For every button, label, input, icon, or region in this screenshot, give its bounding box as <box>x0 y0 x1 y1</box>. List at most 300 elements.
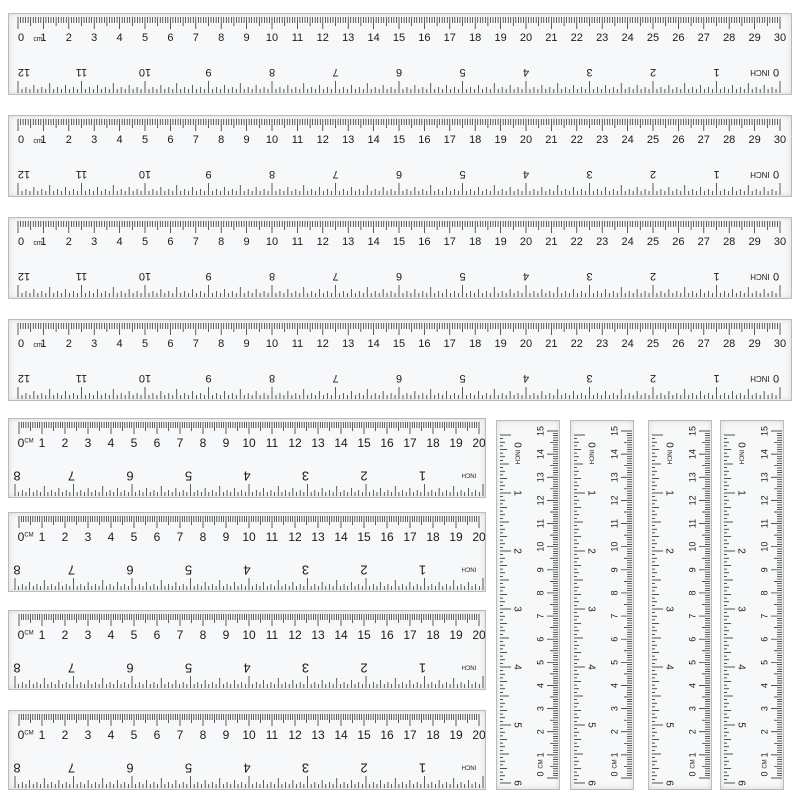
inch-label: 2 <box>511 548 523 554</box>
cm-label: 11 <box>265 436 279 451</box>
cm-label: 15 <box>357 530 371 545</box>
cm-label: 7 <box>535 613 546 619</box>
cm-label: 17 <box>403 728 417 743</box>
inch-label: 9 <box>205 270 212 283</box>
ruler-20cm-3 <box>8 610 486 690</box>
cm-label: 9 <box>759 567 770 573</box>
cm-label: 1 <box>38 628 46 643</box>
cm-label: 14 <box>535 449 546 460</box>
cm-label: 11 <box>265 728 279 743</box>
ruler-15cm-4 <box>720 420 784 790</box>
inch-unit-label: INCH <box>587 449 594 465</box>
inch-label: 10 <box>138 66 152 79</box>
cm-label: 26 <box>672 133 685 146</box>
cm-label: 27 <box>697 235 710 248</box>
cm-label: 3 <box>535 706 546 712</box>
inch-label: 5 <box>459 66 466 79</box>
cm-label: 5 <box>141 337 149 350</box>
cm-scale-ticks <box>19 516 479 528</box>
inch-scale-ticks <box>15 484 483 496</box>
cm-label: 10 <box>759 541 770 552</box>
cm-label: 4 <box>535 682 546 688</box>
cm-label: 0 <box>17 436 25 451</box>
cm-label: 9 <box>222 530 230 545</box>
cm-label: 13 <box>311 436 325 451</box>
inch-label: 0 <box>585 442 597 448</box>
cm-label: 5 <box>759 659 770 665</box>
cm-label: 7 <box>176 628 184 643</box>
inch-label: 4 <box>522 372 530 385</box>
cm-label: 26 <box>672 235 685 248</box>
cm-label: 19 <box>494 235 507 248</box>
cm-label: 5 <box>141 133 149 146</box>
cm-label: 17 <box>403 530 417 545</box>
cm-label: 10 <box>242 628 256 643</box>
cm-label: 4 <box>107 436 115 451</box>
cm-label: 10 <box>265 31 279 44</box>
cm-unit-label: cm <box>33 341 43 349</box>
cm-label: 0 <box>535 771 546 777</box>
inch-label: 7 <box>332 372 339 385</box>
cm-label: 1 <box>535 752 546 758</box>
inch-label: 8 <box>268 66 276 79</box>
cm-label: 6 <box>167 133 174 146</box>
cm-label: 20 <box>472 530 486 545</box>
cm-label: 12 <box>535 495 546 506</box>
cm-label: 2 <box>61 530 69 545</box>
inch-label: 6 <box>511 780 523 786</box>
ruler-20cm-4 <box>8 710 486 790</box>
inch-label: 0 <box>772 168 780 181</box>
ruler-15cm-2 <box>570 420 634 790</box>
cm-label: 30 <box>773 235 787 248</box>
cm-label: 9 <box>222 728 230 743</box>
cm-label: 2 <box>65 337 72 350</box>
inch-unit-label: INCH <box>750 271 770 281</box>
inch-label: 4 <box>243 660 251 676</box>
cm-label: 15 <box>392 235 406 248</box>
cm-unit-label: CM <box>24 532 34 539</box>
inch-scale-ticks <box>652 435 663 783</box>
cm-label: 15 <box>535 425 546 437</box>
ruler-20cm-1 <box>8 418 486 498</box>
cm-label: 24 <box>621 133 634 146</box>
cm-label: 18 <box>426 728 440 743</box>
cm-label: 16 <box>380 628 394 643</box>
inch-label: 0 <box>772 66 780 79</box>
cm-scale-ticks <box>19 714 479 726</box>
cm-label: 9 <box>222 628 230 643</box>
cm-label: 11 <box>759 518 770 529</box>
cm-label: 15 <box>759 425 770 437</box>
cm-label: 19 <box>494 337 507 350</box>
cm-label: 17 <box>443 235 456 248</box>
cm-scale-ticks <box>18 119 780 131</box>
cm-label: 30 <box>773 133 787 146</box>
cm-label: 2 <box>609 729 620 735</box>
inch-label: 8 <box>268 372 276 385</box>
inch-label: 4 <box>522 270 530 283</box>
cm-label: 17 <box>443 337 456 350</box>
cm-label: 28 <box>723 133 736 146</box>
cm-label: 16 <box>418 31 431 44</box>
cm-label: 15 <box>609 425 620 437</box>
inch-label: 10 <box>138 372 152 385</box>
inch-scale-ticks <box>15 578 483 590</box>
cm-scale-ticks <box>18 221 780 233</box>
cm-label: 3 <box>91 133 98 146</box>
inch-label: 3 <box>586 270 593 283</box>
cm-label: 1 <box>38 728 46 743</box>
cm-label: 1 <box>759 752 770 758</box>
inch-label: 1 <box>418 468 427 484</box>
cm-label: 21 <box>545 235 558 248</box>
cm-label: 12 <box>316 31 329 44</box>
cm-label: 23 <box>596 337 609 350</box>
inch-unit-label: INCH <box>461 763 477 770</box>
cm-label: 0 <box>17 728 25 743</box>
inch-label: 1 <box>418 660 427 676</box>
inch-unit-label: INCH <box>750 67 770 77</box>
cm-label: 13 <box>311 728 325 743</box>
cm-label: 19 <box>449 728 463 743</box>
inch-label: 2 <box>360 760 368 776</box>
inch-label: 6 <box>395 168 403 181</box>
cm-unit-label: CM <box>612 759 619 769</box>
cm-label: 24 <box>621 31 634 44</box>
inch-label: 4 <box>243 760 251 776</box>
inch-label: 7 <box>332 270 339 283</box>
cm-label: 1 <box>38 436 46 451</box>
cm-label: 1 <box>609 752 620 758</box>
cm-label: 16 <box>380 530 394 545</box>
cm-label: 3 <box>609 706 620 712</box>
inch-label: 1 <box>713 66 720 79</box>
cm-unit-label: CM <box>24 438 34 445</box>
cm-label: 28 <box>723 235 736 248</box>
cm-unit-label: cm <box>33 35 43 43</box>
inch-label: 8 <box>268 168 276 181</box>
cm-label: 6 <box>687 636 698 642</box>
inch-label: 8 <box>13 760 21 776</box>
ruler-15cm-1 <box>496 420 560 790</box>
inch-label: 6 <box>395 372 403 385</box>
cm-label: 18 <box>426 530 440 545</box>
inch-label: 1 <box>418 760 427 776</box>
cm-label: 11 <box>609 518 620 529</box>
cm-label: 16 <box>380 436 394 451</box>
inch-label: 8 <box>13 660 21 676</box>
cm-label: 9 <box>243 337 250 350</box>
cm-label: 29 <box>748 31 761 44</box>
cm-label: 1 <box>40 337 47 350</box>
cm-label: 11 <box>291 337 304 350</box>
cm-label: 25 <box>646 337 660 350</box>
cm-label: 14 <box>334 436 348 451</box>
cm-label: 2 <box>61 436 69 451</box>
inch-scale-ticks <box>500 435 511 783</box>
cm-label: 22 <box>570 31 583 44</box>
inch-label: 6 <box>663 780 675 786</box>
cm-label: 7 <box>609 613 620 619</box>
inch-label: 3 <box>585 606 597 612</box>
cm-label: 0 <box>687 771 698 777</box>
inch-label: 6 <box>395 66 403 79</box>
cm-label: 1 <box>687 752 698 758</box>
cm-label: 21 <box>545 31 558 44</box>
cm-unit-label: CM <box>690 759 697 769</box>
cm-label: 6 <box>759 636 770 642</box>
inch-label: 4 <box>511 664 523 670</box>
cm-label: 13 <box>342 337 355 350</box>
inch-label: 5 <box>184 760 193 776</box>
inch-scale-ticks <box>18 387 780 399</box>
cm-label: 0 <box>18 133 25 146</box>
cm-label: 14 <box>334 628 348 643</box>
cm-label: 16 <box>380 728 394 743</box>
inch-label: 2 <box>649 66 657 79</box>
cm-label: 2 <box>61 628 69 643</box>
cm-label: 19 <box>494 31 507 44</box>
cm-scale-ticks <box>19 422 479 434</box>
cm-label: 4 <box>116 133 123 146</box>
cm-label: 2 <box>61 728 69 743</box>
inch-label: 5 <box>459 270 466 283</box>
inch-label: 1 <box>663 490 675 496</box>
cm-label: 6 <box>153 436 161 451</box>
cm-label: 13 <box>609 472 620 483</box>
inch-label: 6 <box>126 760 134 776</box>
inch-unit-label: INCH <box>513 449 520 465</box>
inch-label: 9 <box>205 168 212 181</box>
cm-label: 8 <box>535 590 546 596</box>
inch-label: 12 <box>17 372 31 385</box>
cm-label: 23 <box>596 31 609 44</box>
cm-label: 1 <box>38 530 46 545</box>
cm-label: 18 <box>426 628 440 643</box>
inch-label: 5 <box>184 468 193 484</box>
inch-label: 4 <box>735 664 747 670</box>
cm-label: 15 <box>392 133 406 146</box>
cm-label: 8 <box>609 590 620 596</box>
inch-unit-label: INCH <box>461 565 477 572</box>
cm-label: 10 <box>242 530 256 545</box>
cm-label: 13 <box>535 472 546 483</box>
cm-label: 10 <box>687 541 698 552</box>
cm-label: 15 <box>392 337 406 350</box>
inch-unit-label: INCH <box>665 449 672 465</box>
cm-label: 14 <box>367 31 380 44</box>
cm-scale-ticks <box>771 431 782 778</box>
cm-label: 7 <box>176 728 184 743</box>
cm-label: 21 <box>545 133 558 146</box>
cm-label: 0 <box>18 235 25 248</box>
cm-label: 14 <box>367 133 380 146</box>
cm-label: 0 <box>609 771 620 777</box>
cm-label: 4 <box>609 682 620 688</box>
inch-label: 3 <box>301 760 310 776</box>
cm-label: 9 <box>243 235 250 248</box>
cm-label: 23 <box>596 133 609 146</box>
ruler-30cm-2 <box>8 115 792 197</box>
cm-label: 5 <box>687 659 698 665</box>
cm-label: 6 <box>153 530 161 545</box>
cm-label: 4 <box>759 682 770 688</box>
inch-label: 2 <box>649 270 657 283</box>
cm-label: 13 <box>342 31 355 44</box>
cm-label: 29 <box>748 235 761 248</box>
inch-label: 5 <box>511 722 523 728</box>
inch-label: 11 <box>75 372 88 385</box>
cm-label: 1 <box>40 235 47 248</box>
cm-label: 23 <box>596 235 609 248</box>
cm-label: 10 <box>265 337 279 350</box>
cm-label: 7 <box>176 530 184 545</box>
cm-label: 20 <box>519 31 533 44</box>
cm-label: 10 <box>242 436 256 451</box>
cm-label: 3 <box>84 530 92 545</box>
ruler-30cm-1 <box>8 13 792 95</box>
cm-label: 2 <box>65 133 72 146</box>
inch-label: 2 <box>585 548 597 554</box>
cm-label: 11 <box>291 133 304 146</box>
cm-label: 16 <box>418 235 431 248</box>
cm-label: 7 <box>192 337 199 350</box>
cm-label: 5 <box>130 530 138 545</box>
cm-label: 26 <box>672 31 685 44</box>
inch-label: 3 <box>301 562 310 578</box>
inch-label: 4 <box>522 168 530 181</box>
inch-label: 7 <box>67 562 76 578</box>
cm-label: 0 <box>18 31 25 44</box>
cm-scale-ticks <box>18 17 780 29</box>
cm-label: 18 <box>469 133 482 146</box>
cm-label: 16 <box>418 133 431 146</box>
cm-label: 8 <box>218 235 225 248</box>
cm-label: 9 <box>535 567 546 573</box>
cm-label: 12 <box>288 530 302 545</box>
cm-label: 17 <box>443 31 456 44</box>
cm-label: 18 <box>426 436 440 451</box>
cm-label: 29 <box>748 133 761 146</box>
cm-label: 12 <box>288 436 302 451</box>
cm-label: 12 <box>316 235 329 248</box>
inch-unit-label: INCH <box>750 169 770 179</box>
inch-label: 3 <box>586 66 593 79</box>
inch-label: 7 <box>67 468 76 484</box>
cm-label: 4 <box>107 530 115 545</box>
cm-label: 15 <box>687 425 698 437</box>
inch-scale-ticks <box>18 183 780 195</box>
cm-label: 14 <box>334 530 348 545</box>
cm-label: 14 <box>367 337 380 350</box>
cm-label: 3 <box>91 337 98 350</box>
cm-label: 3 <box>84 436 92 451</box>
cm-label: 12 <box>316 133 329 146</box>
inch-label: 11 <box>75 168 88 181</box>
cm-label: 2 <box>65 31 72 44</box>
cm-label: 21 <box>545 337 558 350</box>
cm-label: 2 <box>759 729 770 735</box>
inch-unit-label: INCH <box>737 449 744 465</box>
cm-label: 14 <box>687 449 698 460</box>
inch-label: 1 <box>713 168 720 181</box>
cm-label: 3 <box>91 31 98 44</box>
cm-label: 13 <box>759 472 770 483</box>
inch-label: 3 <box>586 168 593 181</box>
cm-label: 6 <box>535 636 546 642</box>
inch-label: 3 <box>663 606 675 612</box>
cm-unit-label: CM <box>538 759 545 769</box>
inch-unit-label: INCH <box>461 471 477 478</box>
cm-label: 5 <box>130 728 138 743</box>
cm-label: 10 <box>265 133 279 146</box>
inch-label: 7 <box>67 760 76 776</box>
cm-scale-ticks <box>19 614 479 626</box>
cm-unit-label: CM <box>24 730 34 737</box>
inch-label: 5 <box>585 722 597 728</box>
cm-label: 17 <box>443 133 456 146</box>
inch-scale-ticks <box>15 776 483 788</box>
cm-label: 9 <box>222 436 230 451</box>
cm-label: 27 <box>697 337 710 350</box>
cm-label: 15 <box>392 31 406 44</box>
inch-label: 5 <box>459 372 466 385</box>
cm-label: 10 <box>609 541 620 552</box>
inch-label: 2 <box>735 548 747 554</box>
inch-label: 2 <box>360 468 368 484</box>
inch-label: 11 <box>75 66 88 79</box>
cm-label: 0 <box>18 337 25 350</box>
inch-label: 7 <box>67 660 76 676</box>
cm-label: 4 <box>107 628 115 643</box>
inch-label: 3 <box>586 372 593 385</box>
cm-label: 6 <box>167 235 174 248</box>
cm-label: 15 <box>357 436 371 451</box>
cm-label: 4 <box>687 682 698 688</box>
inch-label: 4 <box>243 562 251 578</box>
cm-label: 18 <box>469 235 482 248</box>
ruler-30cm-3 <box>8 217 792 299</box>
cm-label: 12 <box>288 628 302 643</box>
inch-label: 0 <box>735 442 747 448</box>
cm-label: 7 <box>192 133 199 146</box>
cm-label: 6 <box>153 628 161 643</box>
cm-label: 5 <box>609 659 620 665</box>
cm-label: 13 <box>311 530 325 545</box>
cm-scale-ticks <box>621 431 632 778</box>
inch-label: 2 <box>360 562 368 578</box>
inch-label: 0 <box>772 270 780 283</box>
inch-label: 6 <box>735 780 747 786</box>
cm-label: 6 <box>167 337 174 350</box>
cm-label: 8 <box>199 530 207 545</box>
cm-label: 11 <box>687 518 698 529</box>
cm-label: 19 <box>449 436 463 451</box>
inch-label: 10 <box>138 168 152 181</box>
cm-label: 19 <box>494 133 507 146</box>
inch-label: 0 <box>772 372 780 385</box>
cm-label: 13 <box>342 133 355 146</box>
cm-label: 11 <box>535 518 546 529</box>
cm-label: 19 <box>449 530 463 545</box>
cm-label: 5 <box>130 628 138 643</box>
inch-scale-ticks <box>724 435 735 783</box>
cm-label: 4 <box>116 235 123 248</box>
inch-label: 3 <box>511 606 523 612</box>
cm-label: 8 <box>218 31 225 44</box>
inch-label: 7 <box>332 168 339 181</box>
